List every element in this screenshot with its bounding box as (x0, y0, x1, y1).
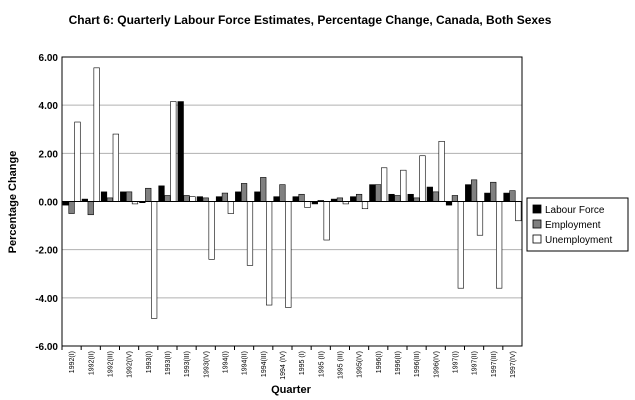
x-tick-label: 1993(II) (164, 351, 172, 376)
legend-label: Employment (545, 220, 601, 231)
bar (370, 185, 376, 202)
bar (420, 156, 426, 202)
x-tick-label: 1993(IV) (203, 351, 211, 378)
bar (485, 193, 491, 201)
bar (209, 202, 215, 260)
y-tick-label: 6.00 (38, 53, 58, 64)
legend-label: Labour Force (545, 205, 605, 216)
bar (465, 185, 471, 202)
x-tick-label: 1995 (II) (318, 351, 326, 378)
bar (477, 202, 483, 236)
x-tick-label: 1994(III) (260, 351, 268, 378)
bar (94, 68, 100, 202)
bar (375, 185, 381, 202)
x-tick-label: 1994(I) (222, 351, 230, 374)
bar (389, 194, 395, 201)
y-axis-label: Percentage Change (7, 150, 19, 254)
bar (458, 202, 464, 289)
x-tick-label: 1997(IV) (509, 351, 517, 378)
plot-area (35, 53, 522, 380)
bar (75, 122, 81, 201)
x-tick-label: 1992(IV) (126, 351, 134, 378)
bar (107, 198, 113, 202)
y-tick-label: 0.00 (38, 197, 58, 209)
bar (171, 102, 177, 202)
legend-label: Unemployment (545, 235, 613, 246)
x-tick-label: 1994 (IV) (279, 351, 287, 380)
bar (280, 185, 286, 202)
bar (120, 192, 126, 202)
bar (69, 202, 75, 214)
bar (88, 202, 94, 215)
bar (381, 168, 387, 202)
bar (504, 193, 510, 201)
bar (255, 192, 261, 202)
bar (356, 194, 362, 201)
bar (260, 177, 266, 201)
x-tick-label: 1996(II) (394, 351, 402, 376)
bar (408, 194, 414, 201)
y-tick-label: 4.00 (38, 101, 58, 113)
bar (274, 197, 280, 202)
bar (178, 102, 184, 202)
y-tick-label: -4.00 (35, 293, 58, 305)
bar (427, 187, 433, 201)
bar (203, 198, 209, 202)
x-tick-label: 1997(I) (452, 351, 460, 374)
y-tick-label: -2.00 (35, 245, 58, 257)
legend (527, 198, 628, 251)
bar (197, 197, 203, 202)
bar (286, 202, 292, 308)
x-tick-label: 1993(III) (184, 351, 192, 378)
bar (235, 192, 241, 202)
bar (337, 198, 343, 202)
bar (126, 192, 132, 202)
chart-title: Chart 6: Quarterly Labour Force Estimates, Percentage Change, Canada, Both Sexes (68, 13, 552, 27)
bar (305, 202, 311, 208)
legend-swatch (533, 220, 541, 228)
bar (439, 141, 445, 201)
legend-swatch (533, 235, 541, 243)
bar (266, 202, 272, 306)
bar (222, 193, 228, 201)
x-tick-label: 1996(III) (414, 351, 422, 378)
x-tick-label: 1992(II) (88, 351, 96, 376)
bar (159, 186, 165, 202)
bar (510, 191, 516, 202)
bar (516, 202, 522, 221)
bar (190, 197, 196, 202)
bar (145, 188, 151, 201)
bar (184, 195, 190, 201)
y-tick-label: -6.00 (35, 342, 58, 353)
bar (324, 202, 330, 241)
bar (490, 182, 496, 201)
x-tick-label: 1997(II) (471, 351, 479, 376)
x-tick-label: 1996(IV) (433, 351, 441, 378)
bar (247, 202, 253, 266)
x-tick-label: 1995 (I) (299, 351, 307, 376)
x-axis-label: Quarter (271, 384, 311, 396)
x-tick-label: 1993(I) (145, 351, 153, 374)
legend-swatch (533, 205, 541, 213)
x-tick-label: 1995 (III) (337, 351, 345, 380)
bar (228, 202, 234, 214)
x-tick-label: 1994(II) (241, 351, 249, 376)
bar (101, 192, 107, 202)
bar (446, 202, 452, 206)
bar (241, 183, 247, 201)
bar (293, 197, 299, 202)
bar (216, 197, 222, 202)
bar (414, 198, 420, 202)
bar (63, 202, 69, 206)
bar (496, 202, 502, 289)
x-tick-label: 1996(I) (375, 351, 383, 374)
x-tick-label: 1995(IV) (356, 351, 364, 378)
bar (433, 192, 439, 202)
x-tick-label: 1992(I) (69, 351, 77, 374)
bar (299, 194, 305, 201)
bar (151, 202, 157, 319)
bar (113, 134, 119, 201)
x-tick-label: 1997(III) (490, 351, 498, 378)
bar (395, 195, 401, 201)
bar (350, 197, 356, 202)
bar (165, 195, 171, 201)
bar (362, 202, 368, 209)
bar (452, 195, 458, 201)
y-tick-label: 2.00 (38, 149, 58, 161)
bar (471, 180, 477, 202)
x-tick-label: 1992(III) (107, 351, 115, 378)
bar (401, 170, 407, 201)
